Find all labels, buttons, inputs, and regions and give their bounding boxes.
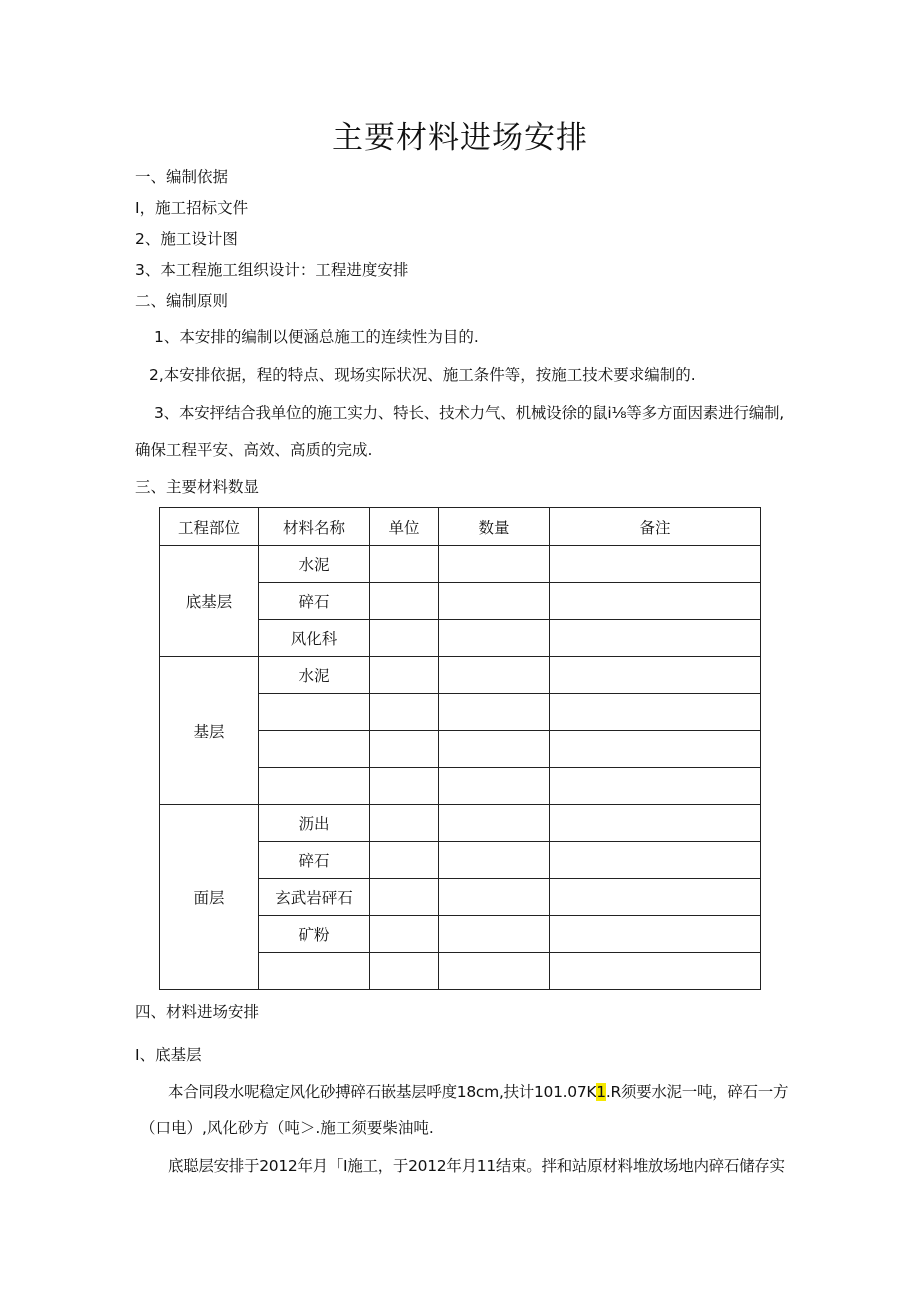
unit-cell [370,657,439,694]
section4-paragraph-2: 底聪层安排于2012年月「I施工，于2012年月11结束。拌和站原材料堆放场地内碎石储存实 [168,1157,785,1175]
section1-item-2: 2、施工设计图 [135,230,238,248]
unit-cell [370,842,439,879]
section2-paragraph-2: 2,本安排依据，程的特点、现场实际状况、施工条件等，按施工技术要求编制的. [149,366,696,384]
unit-cell [370,879,439,916]
table-row [160,546,761,583]
section1-heading: 一、编制依据 [135,168,229,186]
material-cell [259,694,370,731]
material-cell: 水泥 [259,657,370,694]
unit-cell [370,731,439,768]
quantity-cell [439,842,550,879]
quantity-cell [439,546,550,583]
remark-cell [550,657,761,694]
unit-cell [370,620,439,657]
section2-heading: 二、编制原则 [135,292,229,310]
materials-table [159,507,761,990]
paragraph-text: 本合同段水呢稳定风化砂搏碎石嵌基层呼度18cm,扶计101.07K [168,1083,597,1101]
page-title: 主要材料进场安排 [332,120,588,156]
quantity-cell [439,657,550,694]
remark-cell [550,583,761,620]
table-row [160,657,761,694]
section3-heading: 三、主要材料数显 [135,478,260,496]
remark-cell [550,694,761,731]
section4-paragraph-1-continued: （口电）,风化砂方（吨＞.施工须要柴油吨. [140,1119,434,1137]
quantity-cell [439,768,550,805]
remark-cell [550,620,761,657]
unit-cell [370,546,439,583]
material-cell: 玄武岩砰石 [259,879,370,916]
material-cell: 水泥 [259,546,370,583]
remark-cell [550,842,761,879]
unit-cell [370,768,439,805]
part-cell: 基层 [160,657,259,805]
section1-item-1: I，施工招标文件 [135,199,249,217]
remark-cell [550,916,761,953]
part-cell: 面层 [160,805,259,990]
section2-paragraph-1: 1、本安排的编制以便涵总施工的连续性为目的. [154,328,479,346]
paragraph-text: .R须要水泥一吨，碎石一方 [605,1083,789,1101]
material-cell [259,953,370,990]
section4-paragraph-1 [168,1081,788,1103]
quantity-cell [439,694,550,731]
material-cell: 矿粉 [259,916,370,953]
highlighted-text: 1 [596,1083,606,1101]
material-cell: 碎石 [259,842,370,879]
material-cell: 碎石 [259,583,370,620]
remark-cell [550,805,761,842]
header-cell: 备注 [550,508,761,546]
unit-cell [370,953,439,990]
header-cell: 材料名称 [259,508,370,546]
remark-cell [550,953,761,990]
quantity-cell [439,731,550,768]
quantity-cell [439,916,550,953]
unit-cell [370,583,439,620]
unit-cell [370,694,439,731]
table-row [160,805,761,842]
header-cell: 数量 [439,508,550,546]
header-cell: 单位 [370,508,439,546]
part-cell: 底基层 [160,546,259,657]
section2-paragraph-3-continued: 确保工程平安、高效、高质的完成. [135,441,373,459]
table-header-row [160,508,761,546]
quantity-cell [439,805,550,842]
material-cell: 风化科 [259,620,370,657]
material-cell: 沥出 [259,805,370,842]
section4-heading: 四、材料进场安排 [135,1003,260,1021]
section4-subheading: I、底基层 [135,1046,202,1064]
quantity-cell [439,583,550,620]
remark-cell [550,879,761,916]
remark-cell [550,546,761,583]
unit-cell [370,916,439,953]
material-cell [259,731,370,768]
quantity-cell [439,953,550,990]
quantity-cell [439,620,550,657]
unit-cell [370,805,439,842]
section2-paragraph-3: 3、本安抨结合我单位的施工实力、特长、技术力气、机械设徐的鼠i⅛等多方面因素进行编制, [154,404,785,422]
quantity-cell [439,879,550,916]
remark-cell [550,731,761,768]
section1-item-3: 3、本工程施工组织设计：工程进度安排 [135,261,409,279]
remark-cell [550,768,761,805]
material-cell [259,768,370,805]
header-cell: 工程部位 [160,508,259,546]
